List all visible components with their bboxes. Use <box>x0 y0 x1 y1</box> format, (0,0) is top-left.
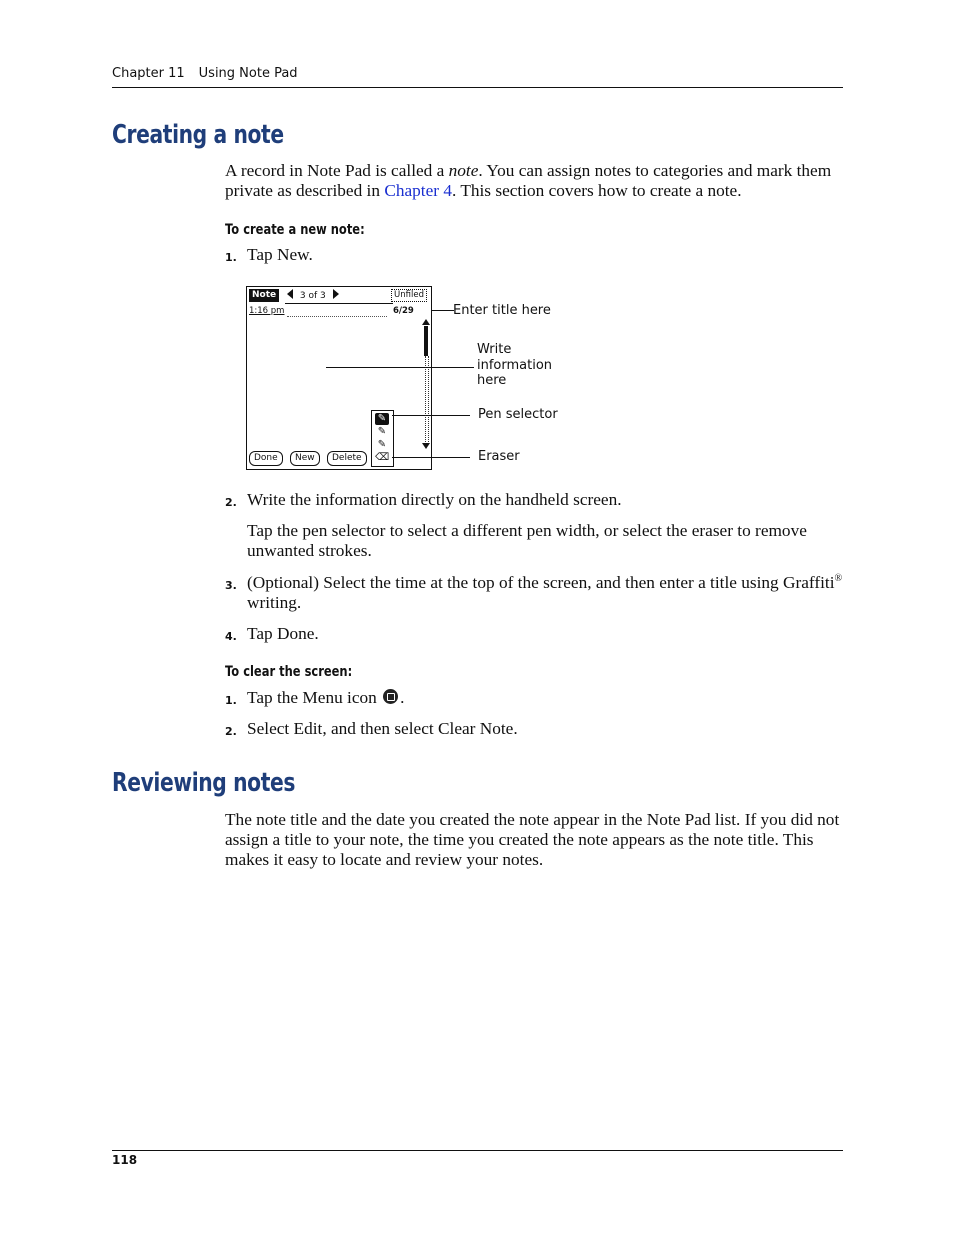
section-title-reviewing: Reviewing notes <box>112 768 296 798</box>
registered-mark: ® <box>834 573 843 585</box>
step-2 <box>225 490 845 510</box>
device-title-bar <box>249 289 427 302</box>
intro-text-3: . This section covers how to create a note. <box>451 181 742 200</box>
scrollbar-thumb[interactable] <box>424 326 428 356</box>
step-3 <box>225 573 845 613</box>
next-arrow-icon[interactable] <box>333 289 339 299</box>
procedure-heading-create: To create a new note: <box>225 222 365 238</box>
callout-write-line-1: Write <box>477 342 512 357</box>
done-button[interactable]: Done <box>249 451 283 466</box>
callout-write-line-2: information <box>477 357 553 373</box>
step-text <box>247 688 845 708</box>
note-date: 6/29 <box>393 306 414 316</box>
step-number: 2. <box>225 496 237 509</box>
step-number: 1. <box>225 694 237 707</box>
footer-rule <box>112 1150 843 1151</box>
intro-text-1: A record in Note Pad is called a <box>225 161 449 180</box>
header-rule <box>112 87 843 88</box>
title-underline <box>285 303 393 304</box>
step-3-text-2: writing. <box>247 593 302 612</box>
step-text: Tap Done. <box>247 624 319 643</box>
step-1 <box>225 245 845 265</box>
chapter-4-link[interactable]: Chapter 4 <box>384 181 452 200</box>
procedure-heading-clear: To clear the screen: <box>225 664 353 680</box>
eraser-icon[interactable]: ⌫ <box>375 452 390 463</box>
pen-bold-icon[interactable]: ✎ <box>377 439 387 450</box>
page-number: 118 <box>112 1153 138 1167</box>
pen-medium-icon[interactable]: ✎ <box>377 426 387 437</box>
step-number: 3. <box>225 579 237 592</box>
device-app-title: Note <box>249 289 279 302</box>
record-navigator <box>287 289 339 303</box>
reviewing-paragraph: The note title and the date you created the note appear in the Note Pad list. If you did not assign a title to your note, the time you created the note appears as the note title. This makes it easy to locate and review your notes. <box>225 810 840 869</box>
callout-enter-title: Enter title here <box>453 303 551 318</box>
pen-selector-palette <box>371 410 394 467</box>
step-text: Select Edit, and then select Clear Note. <box>247 719 518 738</box>
note-pad-screen-figure <box>246 286 432 470</box>
callout-line-pen <box>392 415 470 416</box>
delete-button[interactable]: Delete <box>327 451 367 466</box>
step-detail-text: Tap the pen selector to select a different pen width, or select the eraser to remove unwanted strokes. <box>247 521 807 560</box>
callout-pen-selector: Pen selector <box>478 407 558 422</box>
section-title-creating: Creating a note <box>112 120 284 150</box>
scroll-up-arrow-icon[interactable] <box>422 319 430 325</box>
menu-icon <box>383 689 398 704</box>
note-time[interactable]: 1:16 pm <box>249 306 285 316</box>
callout-write-line-3: here <box>477 373 507 388</box>
step-number: 2. <box>225 725 237 738</box>
category-picker[interactable]: Unfiled <box>391 289 427 302</box>
clear-step-1 <box>225 688 845 708</box>
step-text: Tap New. <box>247 245 313 264</box>
record-position: 3 of 3 <box>299 291 326 301</box>
step-2-detail <box>225 521 845 561</box>
intro-emphasis: note <box>448 161 479 180</box>
step-number: 1. <box>225 251 237 264</box>
intro-paragraph <box>225 161 845 201</box>
title-entry-line[interactable] <box>287 316 387 317</box>
chapter-label: Chapter 11 <box>112 66 185 81</box>
clear-step-1-text-2: . <box>400 688 405 707</box>
callout-line-title <box>432 310 454 311</box>
step-4 <box>225 624 845 644</box>
pen-fine-icon[interactable]: ✎ <box>375 413 389 425</box>
clear-step-1-text-1: Tap the Menu icon <box>247 688 382 707</box>
scrollbar-track[interactable] <box>425 356 429 442</box>
previous-arrow-icon[interactable] <box>287 289 293 299</box>
step-text: Write the information directly on the handheld screen. <box>247 490 622 509</box>
step-number: 4. <box>225 630 237 643</box>
callout-eraser: Eraser <box>478 449 520 464</box>
callout-line-eraser <box>392 457 470 458</box>
callout-write-info <box>477 342 552 389</box>
step-3-text-1: (Optional) Select the time at the top of the screen, and then enter a title using Graffiti <box>247 573 835 592</box>
clear-step-2 <box>225 719 845 739</box>
intro-text-2: . You can assign notes to categories and mark them private as described in <box>225 161 832 200</box>
callout-line-write <box>326 367 474 368</box>
scroll-down-arrow-icon[interactable] <box>422 443 430 449</box>
step-text <box>247 573 845 613</box>
section-label: Using Note Pad <box>198 66 298 81</box>
running-header <box>112 66 298 81</box>
new-button[interactable]: New <box>290 451 320 466</box>
